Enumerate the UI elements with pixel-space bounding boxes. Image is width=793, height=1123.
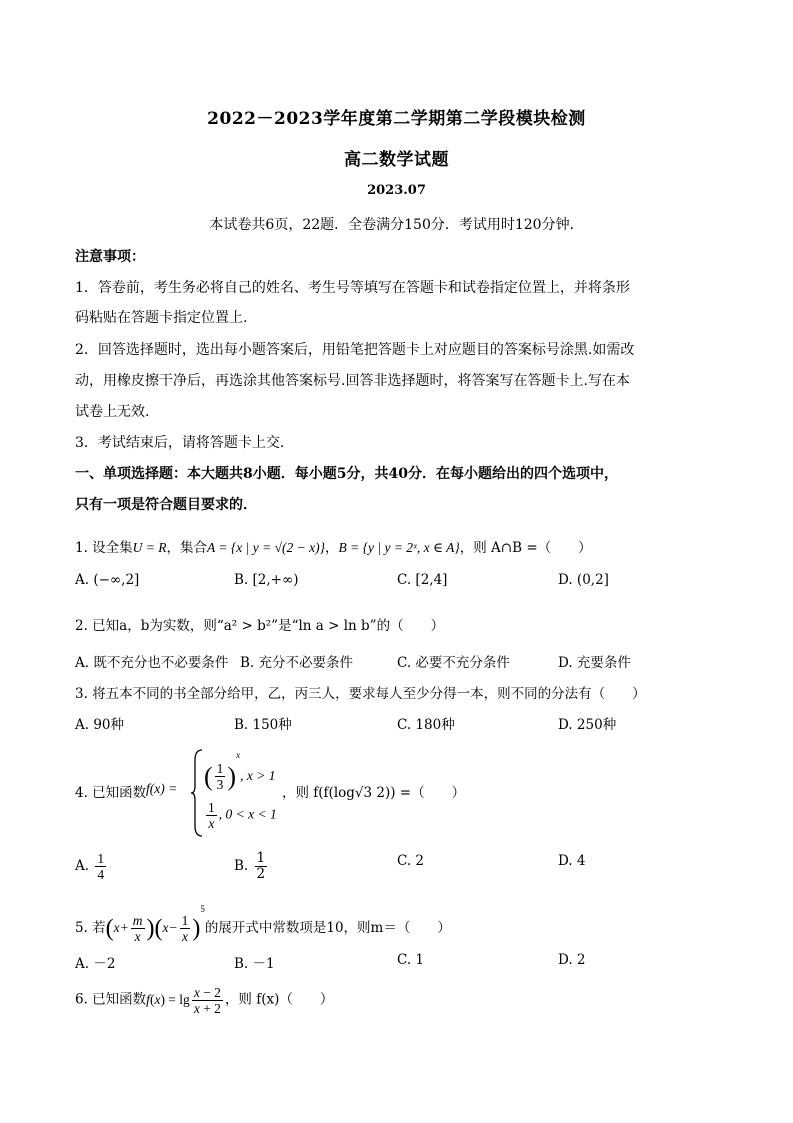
q1-option-b: B. [2,+∞): [234, 572, 299, 588]
note-1-line-2: 码粘贴在答题卡指定位置上.: [75, 310, 248, 326]
q2-option-a: A. 既不充分也不必要条件: [75, 655, 229, 671]
q3-option-d: D. 250种: [558, 717, 617, 733]
note-2-line-2: 动，用橡皮擦干净后，再选涂其他答案标号.回答非选择题时，将答案写在答题卡上.写在本: [75, 373, 630, 389]
q4-piecewise-brace: [190, 748, 204, 838]
question-6-stem: [75, 985, 333, 1016]
note-3: 3．考试结束后，请将答题卡上交.: [75, 435, 285, 451]
q4-option-c: C. 2: [397, 853, 425, 869]
q6-suffix: ，则 f(x)（ ）: [224, 991, 334, 1008]
section-1-heading-line-1: 一、单项选择题：本大题共8小题．每小题5分，共40分．在每小题给出的四个选项中，: [75, 466, 618, 482]
q1-option-c: C. [2,4]: [397, 572, 448, 588]
q4-option-d: D. 4: [558, 853, 586, 869]
q6-prefix: 6. 已知函数: [75, 991, 147, 1008]
q4-option-b-label: B.: [234, 858, 249, 874]
q4-prefix: 4. 已知函数: [75, 785, 147, 801]
q3-option-a: A. 90种: [75, 717, 125, 733]
exam-title: 2022－2023学年度第二学期第二学段模块检测: [207, 109, 586, 129]
q4-case-1: ( $\frac{1}{3}$ )$^x$, x > 1: [204, 750, 276, 793]
question-2-stem: 2. 已知a，b为实数，则“a² > b²”是“ln a > ln b”的（ ）: [75, 618, 445, 634]
note-2-line-3: 试卷上无效.: [75, 404, 150, 420]
q4-option-b-value: $\frac{1}{2}$: [256, 850, 266, 882]
q1-set-a: A = {x | y = √(2 − x)}: [207, 540, 325, 555]
q5-suffix: 的展开式中常数项是10，则m＝（ ）: [204, 920, 451, 936]
q4-option-b: [234, 851, 269, 882]
note-1-line-1: 1．答卷前，考生务必将自己的姓名、考生号等填写在答题卡和试卷指定位置上，并将条形: [75, 280, 630, 296]
q1-option-a: A. (−∞,2]: [75, 572, 140, 588]
q4-function-label: f(x) =: [146, 781, 178, 796]
section-1-heading-line-2: 只有一项是符合题目要求的．: [75, 497, 257, 513]
q5-expression: (x+ $\frac{m}{x}$ )(x− $\frac{1}{x}$ )$^5$: [105, 904, 205, 945]
q4-option-a-value: $\frac{1}{4}$: [97, 851, 105, 882]
q4-suffix: ，则 f(f(log√3 2)) =（ ）: [282, 785, 466, 801]
q5-prefix: 5. 若: [75, 920, 106, 936]
exam-intro: 本试卷共6页，22题．全卷满分150分．考试用时120分钟．: [209, 217, 584, 233]
q1-prefix: 1. 设全集: [75, 540, 133, 556]
q6-function: f(x) = lg $\frac{x - 2}{x + 2}$: [146, 985, 221, 1016]
q4-option-a-label: A.: [75, 858, 90, 874]
q1-suffix: ，则 A∩B =（ ）: [459, 540, 592, 556]
question-1-stem: [75, 536, 592, 556]
q2-option-d: D. 充要条件: [558, 655, 631, 671]
q1-universal-set: U = R: [132, 540, 167, 555]
q4-case-2: $\frac{1}{x}$ , 0 < x < 1: [208, 800, 277, 831]
q1-mid: ，集合: [166, 540, 208, 556]
q2-option-b: B. 充分不必要条件: [240, 655, 354, 671]
exam-subtitle: 高二数学试题: [344, 150, 449, 170]
exam-date: 2023.07: [367, 183, 426, 198]
q5-option-b: B. －1: [234, 956, 275, 972]
q1-set-b: B = {y | y = 2ˣ, x ∈ A}: [338, 540, 460, 555]
q2-option-c: C. 必要不充分条件: [397, 655, 510, 671]
q4-option-a: [75, 851, 108, 882]
q1-sep: ，: [325, 540, 339, 556]
note-2-line-1: 2．回答选择题时，选出每小题答案后，用铅笔把答题卡上对应题目的答案标号涂黑.如需改: [75, 342, 635, 358]
q3-option-b: B. 150种: [234, 717, 292, 733]
q4-case-2-condition: , 0 < x < 1: [218, 806, 277, 822]
q4-case-1-condition: , x > 1: [240, 768, 276, 783]
q5-option-d: D. 2: [558, 952, 586, 968]
question-5-stem: [75, 904, 451, 944]
notes-heading: 注意事项：: [75, 249, 145, 265]
q5-option-c: C. 1: [397, 952, 425, 968]
q1-option-d: D. (0,2]: [558, 572, 609, 588]
question-3-stem: 3. 将五本不同的书全部分给甲，乙，丙三人，要求每人至少分得一本，则不同的分法有（ ）: [75, 686, 646, 702]
q3-option-c: C. 180种: [397, 717, 455, 733]
q5-option-a: A. －2: [75, 956, 116, 972]
